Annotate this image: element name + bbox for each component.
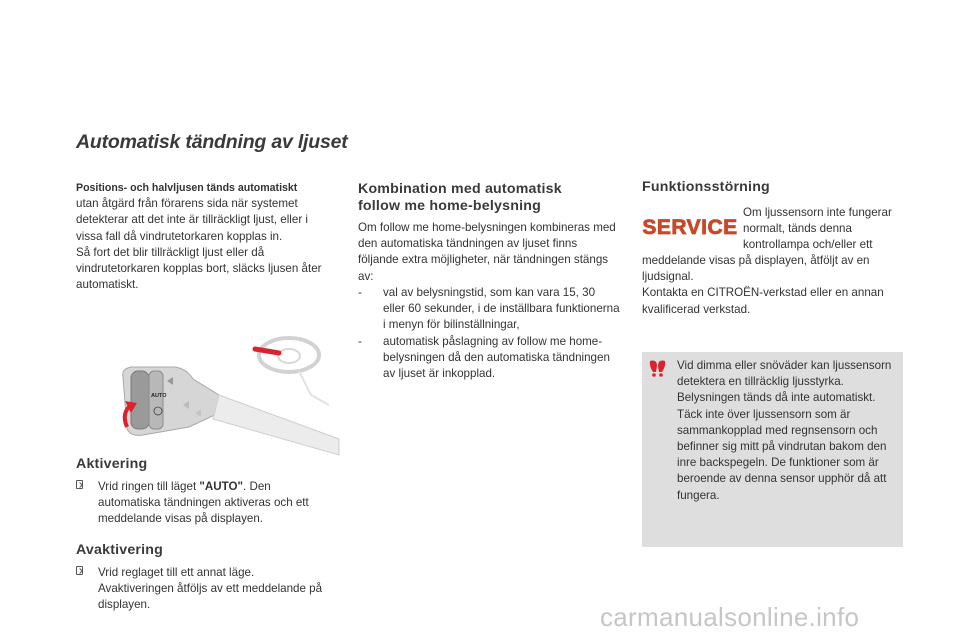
intro-lead: Positions- och halvljusen tänds automatiskt <box>76 182 298 194</box>
list-item: - val av belysningstid, som kan vara 15, 30 eller 60 sekunder, i de inställbara funktionerna i menyn för bilinställningar, <box>358 286 620 332</box>
aktivering-text: Vrid ringen till läget "AUTO". Den automatiska tändningen aktiveras och ett meddelande visas på displayen. <box>98 480 309 526</box>
auto-mark-label: AUTO <box>151 393 167 399</box>
aktivering-item <box>76 479 326 528</box>
funktionsstorning-heading: Funktionsstörning <box>642 179 770 195</box>
avaktivering-text: Vrid reglaget till ett annat läge. Avaktiveringen åtföljs av ett meddelande på displayen. <box>98 566 323 612</box>
kombination-heading: Kombination med automatisk follow me home-belysning <box>358 181 562 214</box>
checkbox-bullet-icon <box>76 566 83 575</box>
intro-paragraph <box>76 180 328 293</box>
service-warning-icon <box>642 211 738 241</box>
svg-text:SERVICE: SERVICE <box>642 216 738 239</box>
aktivering-heading: Aktivering <box>76 456 148 472</box>
stalk-body <box>123 367 339 455</box>
funktion-text-a: Om ljussensorn inte fungerar normalt, tänds denna kontrollampa och/eller ett <box>743 206 892 252</box>
exclamation-icon <box>648 360 667 377</box>
checkbox-bullet-icon <box>76 480 83 489</box>
light-stalk-illustration <box>103 335 339 455</box>
steering-wheel-icon <box>255 338 329 405</box>
list-item: - automatisk påslagning av follow me home-belysningen då den automatiska tändningen av ljuset är inkopplad. <box>358 334 610 381</box>
intro-text-2: Så fort det blir tillräckligt ljust eller då vindrutetorkaren kopplas bort, släcks ljusen åter automatiskt. <box>76 245 322 292</box>
page-title: Automatisk tändning av ljuset <box>76 131 348 153</box>
intro-text: utan åtgärd från förarens sida när systemet detekterar att det inte är tillräckligt ljust, eller i vissa fall då vindrutetorkaren kopplas in. <box>76 197 308 243</box>
funktion-text-b: meddelande visas på displayen, åtföljt av en ljudsignal. Kontakta en CITROËN-verkstad eller en annan kvalificerad verkstad. <box>642 254 884 316</box>
watermark: carmanualsonline.info <box>600 602 860 632</box>
warning-note-text: Vid dimma eller snöväder kan ljussensorn detektera en tillräcklig ljusstyrka. Belysningen tänds då inte automatiskt. Täck inte över ljussensorn som är sammankopplad med regnsensorn och befinner sig mitt på vindrutan bakom den inre backspegeln. De funktioner som är beroende av denna sensor upphör då att fungera. <box>677 359 892 502</box>
auto-keyword: "AUTO" <box>199 480 244 493</box>
kombination-list <box>358 285 620 382</box>
kombination-intro: Om follow me home-belysningen kombineras med den automatiska tändningen av ljuset finns följande extra möjligheter, när tändningen stängs av: <box>358 221 616 283</box>
avaktivering-item <box>76 565 326 614</box>
avaktivering-heading: Avaktivering <box>76 542 164 558</box>
